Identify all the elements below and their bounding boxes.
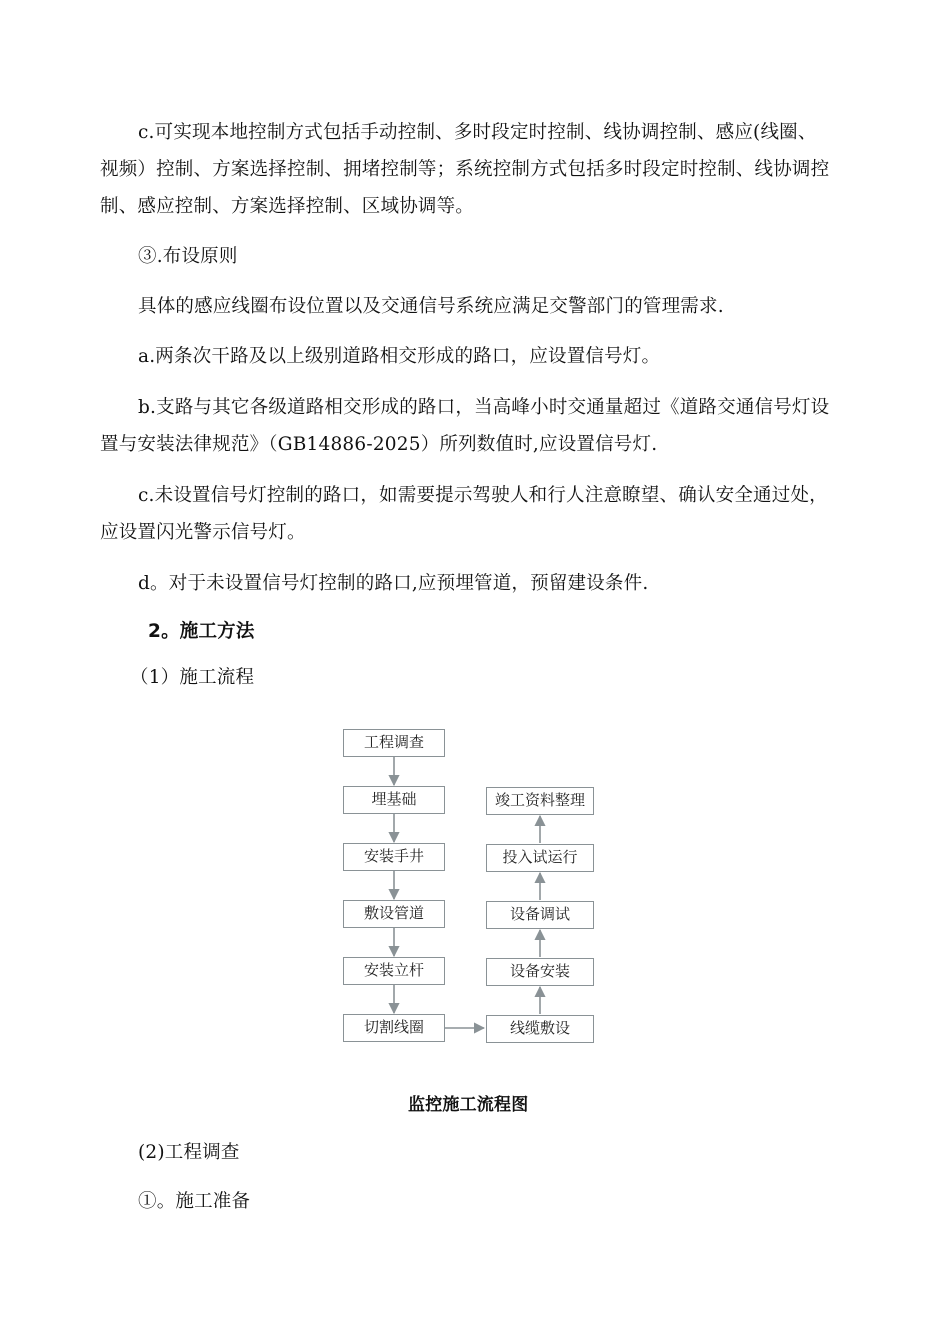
- flow-step-equipment-install: 设备安装: [486, 958, 594, 986]
- paragraph-c-control-line3: 制、感应控制、方案选择控制、区域协调等。: [100, 196, 475, 217]
- flow-step-trial-run: 投入试运行: [486, 844, 594, 872]
- paragraph-a: a.两条次干路及以上级别道路相交形成的路口，应设置信号灯。: [138, 346, 661, 367]
- paragraph-c-signal-line2: 应设置闪光警示信号灯。: [100, 522, 306, 543]
- flow-step-loop-cutting: 切割线圈: [343, 1014, 445, 1042]
- heading-layout-principle: ③.布设原则: [138, 246, 238, 267]
- figure-caption: 监控施工流程图: [408, 1095, 529, 1115]
- paragraph-principle-intro: 具体的感应线圈布设位置以及交通信号系统应满足交警部门的管理需求.: [138, 296, 724, 317]
- paragraph-c-control-line2: 视频）控制、方案选择控制、拥堵控制等；系统控制方式包括多时段定时控制、线协调控: [100, 159, 830, 180]
- flow-step-conduit: 敷设管道: [343, 900, 445, 928]
- flow-step-completion-docs: 竣工资料整理: [486, 787, 594, 815]
- subheading-engineering-survey: (2)工程调查: [138, 1142, 240, 1163]
- paragraph-b-line1: b.支路与其它各级道路相交形成的路口，当高峰小时交通量超过《道路交通信号灯设: [138, 397, 830, 418]
- section-heading-construction-method: 2。施工方法: [148, 621, 255, 642]
- flow-step-foundation: 埋基础: [343, 786, 445, 814]
- flow-step-cable-laying: 线缆敷设: [486, 1015, 594, 1043]
- flow-step-pole: 安装立杆: [343, 957, 445, 985]
- flow-step-survey: 工程调查: [343, 729, 445, 757]
- paragraph-c-control-line1: c.可实现本地控制方式包括手动控制、多时段定时控制、线协调控制、感应(线圈、: [138, 122, 817, 143]
- flow-step-handhole: 安装手井: [343, 843, 445, 871]
- flow-step-commissioning: 设备调试: [486, 901, 594, 929]
- subheading-construction-process: （1）施工流程: [130, 667, 255, 688]
- paragraph-b-line2: 置与安装法律规范》（GB14886-2025）所列数值时,应设置信号灯.: [100, 434, 658, 455]
- item-construction-preparation: ①。施工准备: [138, 1191, 251, 1212]
- paragraph-c-signal-line1: c.未设置信号灯控制的路口，如需要提示驾驶人和行人注意瞭望、确认安全通过处，: [138, 485, 828, 506]
- paragraph-d: d。对于未设置信号灯控制的路口,应预埋管道，预留建设条件.: [138, 573, 649, 594]
